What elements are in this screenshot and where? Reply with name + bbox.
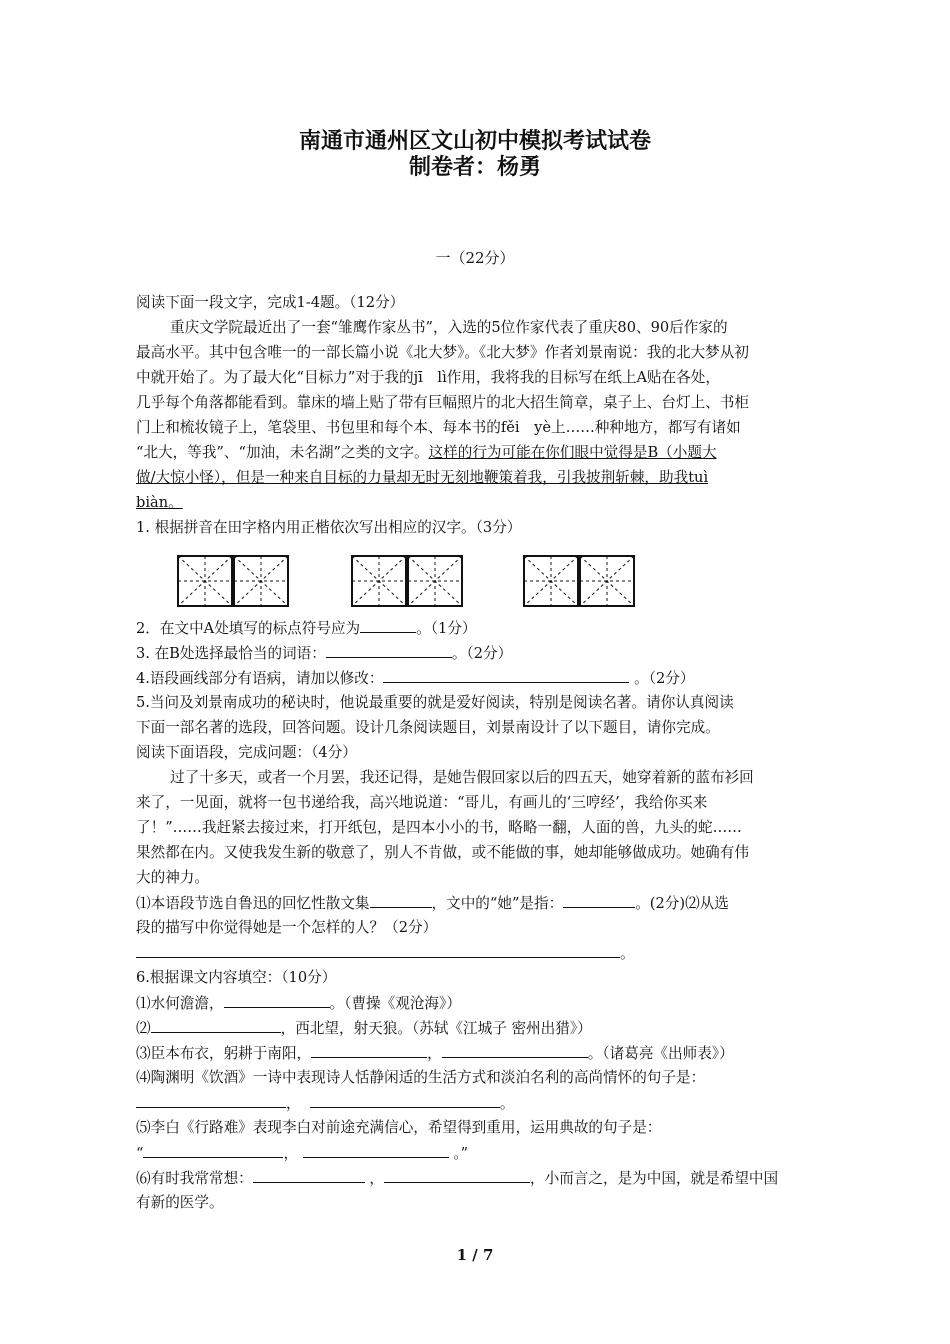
- answer-blank[interactable]: [224, 991, 330, 1008]
- question-4: [136, 666, 826, 692]
- question-text: ⑴本语段节选自鲁迅的回忆性散文集: [136, 895, 370, 912]
- reading-line: [136, 466, 826, 491]
- question-5-sub: 段的描写中你觉得她是一个怎样的人？（2分）: [136, 919, 438, 936]
- answer-blank[interactable]: [151, 1016, 281, 1033]
- question-text: 2．在文中A处填写的标点符号应为: [136, 620, 361, 637]
- answer-blank[interactable]: [136, 1091, 286, 1108]
- question-6-4: ⑷陶渊明《饮酒》一诗中表现诗人恬静闲适的生活方式和淡泊名利的高尚情怀的句子是：: [136, 1069, 706, 1086]
- question-5: 下面一部名著的选段，回答问题。设计几条阅读题目，刘景南设计了以下题目，请你完成。: [136, 719, 720, 736]
- question-text: 。（1分）: [416, 620, 477, 637]
- passage-line: 来了，一见面，就将一包书递给我，高兴地说道：“哥儿，有画儿的‘三哼经’，我给你买来: [136, 794, 708, 811]
- reading-text: “北大，等我”、“加油，未名湖”之类的文字。: [136, 444, 429, 461]
- question-text: ⑴水何澹澹，: [136, 995, 224, 1012]
- reading-intro: 阅读下面一段文字，完成1-4题。（12分）: [136, 294, 405, 311]
- question-text: ⑵: [136, 1020, 151, 1037]
- question-text: ，文中的“她”是指：: [431, 895, 564, 912]
- question-text: ，西北望，射天狼。（苏轼《江城子 密州出猎》）: [280, 1020, 592, 1037]
- question-text: 。（2分）: [634, 670, 695, 687]
- question-3: [136, 641, 826, 667]
- answer-blank[interactable]: [360, 616, 416, 633]
- question-text: ，: [369, 1170, 385, 1187]
- reading-text: biàn。: [136, 494, 183, 511]
- answer-blank[interactable]: [326, 641, 452, 658]
- passage-line: 大的神力。: [136, 869, 209, 886]
- answer-blank[interactable]: [383, 666, 629, 683]
- reading-line: 重庆文学院最近出了一套“雏鹰作家丛书”，入选的5位作家代表了重庆80、90后作家的: [170, 319, 728, 336]
- answer-blank[interactable]: [136, 941, 620, 958]
- exam-title: 南通市通州区文山初中模拟考试试卷: [298, 129, 651, 154]
- question-6-6: 有新的医学。: [136, 1194, 224, 1211]
- question-text: 。（2分）: [451, 645, 513, 662]
- question-6-2: [136, 1016, 826, 1042]
- reading-line: 门上和梳妆镜子上，笔袋里、书包里和每个本、每本书的fěi yè上……种种地方，都写有诸如: [136, 419, 741, 436]
- reading-line: [136, 441, 826, 466]
- tianzige-box-3[interactable]: [523, 555, 635, 607]
- question-text: ，: [283, 1145, 299, 1162]
- question-6-6: [136, 1166, 826, 1192]
- question-5: 5.当问及刘景南成功的秘诀时，他说最重要的就是爱好阅读，特别是阅读名著。请你认真阅读: [136, 694, 734, 711]
- passage-line: 了！”……我赶紧去接过来，打开纸包，是四本小小的书，略略一翻，人面的兽，九头的蛇……: [136, 819, 742, 836]
- passage-line: 果然都在内。又使我发生新的敬意了，别人不肯做，或不能做的事，她却能够做成功。她确有伟: [136, 844, 749, 861]
- tianzige-box-2[interactable]: [351, 555, 463, 607]
- question-5-sub: [136, 941, 826, 967]
- question-text: 。（曹操《观沧海》）: [329, 995, 461, 1012]
- answer-blank[interactable]: [310, 1091, 500, 1108]
- question-5-sub: [136, 891, 826, 917]
- reading-text: ，引我披荆斩棘，助我tuì: [542, 469, 709, 486]
- answer-blank[interactable]: [253, 1166, 365, 1183]
- underlined-sentence: 这样的行为可能在你们眼中觉得是B（小题大: [428, 444, 717, 461]
- answer-blank[interactable]: [370, 891, 432, 908]
- answer-blank[interactable]: [143, 1141, 283, 1158]
- question-text: ，: [286, 1095, 301, 1112]
- question-6: 6.根据课文内容填空：（10分）: [136, 969, 337, 986]
- question-6-4: [136, 1091, 826, 1117]
- question-2: [136, 616, 826, 642]
- answer-blank[interactable]: [384, 1166, 530, 1183]
- answer-blank[interactable]: [442, 1041, 588, 1058]
- answer-blank[interactable]: [311, 1041, 427, 1058]
- question-text: 。: [499, 1095, 515, 1112]
- question-6-5: [136, 1141, 826, 1167]
- reading-line: 最高水平。其中包含唯一的一部长篇小说《北大梦》。《北大梦》作者刘景南说：我的北大梦从初: [136, 344, 749, 361]
- question-text: 。（诸葛亮《出师表》）: [587, 1045, 734, 1062]
- exam-author: 制卷者：杨勇: [408, 155, 541, 180]
- question-text: 4.语段画线部分有语病，请加以修改：: [136, 670, 384, 687]
- underlined-sentence: 做/大惊小怪），但是一种来自目标的力量却无时无刻地鞭策着我: [136, 469, 543, 486]
- question-6-3: [136, 1041, 826, 1067]
- question-text: 3. 在B处选择最恰当的词语：: [136, 645, 326, 662]
- reading-line: 几乎每个角落都能看到。靠床的墙上贴了带有巨幅照片的北大招生简章，桌子上、台灯上、书柜: [136, 394, 749, 411]
- reading-line: 中就开始了。为了最大化“目标力”对于我的jī lì作用，我将我的目标写在纸上A贴在各处，: [136, 369, 720, 386]
- question-text: 。: [620, 945, 635, 962]
- question-text: ，小而言之，是为中国，就是希望中国: [530, 1170, 779, 1187]
- answer-blank[interactable]: [563, 891, 635, 908]
- question-1: 1. 根据拼音在田字格内用正楷依次写出相应的汉字。（3分）: [136, 519, 522, 536]
- question-text: ⑹有时我常常想：: [136, 1170, 253, 1187]
- question-text: 。(2分)⑵从选: [635, 895, 729, 912]
- section-heading: 一（22分）: [435, 249, 515, 267]
- reading-line: [136, 491, 826, 516]
- question-text: “: [136, 1145, 144, 1162]
- question-6-1: [136, 991, 826, 1017]
- answer-blank[interactable]: [303, 1141, 449, 1158]
- question-text: ，: [427, 1045, 442, 1062]
- passage-line: 过了十多天，或者一个月罢，我还记得，是她告假回家以后的四五天，她穿着新的蓝布衫回: [170, 769, 754, 786]
- question-text: ⑶臣本布衣，躬耕于南阳，: [136, 1045, 312, 1062]
- question-6-5: ⑸李白《行路难》表现李白对前途充满信心，希望得到重用，运用典故的句子是：: [136, 1119, 662, 1136]
- question-5: 阅读下面语段，完成问题：（4分）: [136, 744, 357, 761]
- question-text: 。”: [453, 1145, 469, 1162]
- tianzige-box-1[interactable]: [177, 555, 289, 607]
- page-number: 1 / 7: [456, 1246, 494, 1264]
